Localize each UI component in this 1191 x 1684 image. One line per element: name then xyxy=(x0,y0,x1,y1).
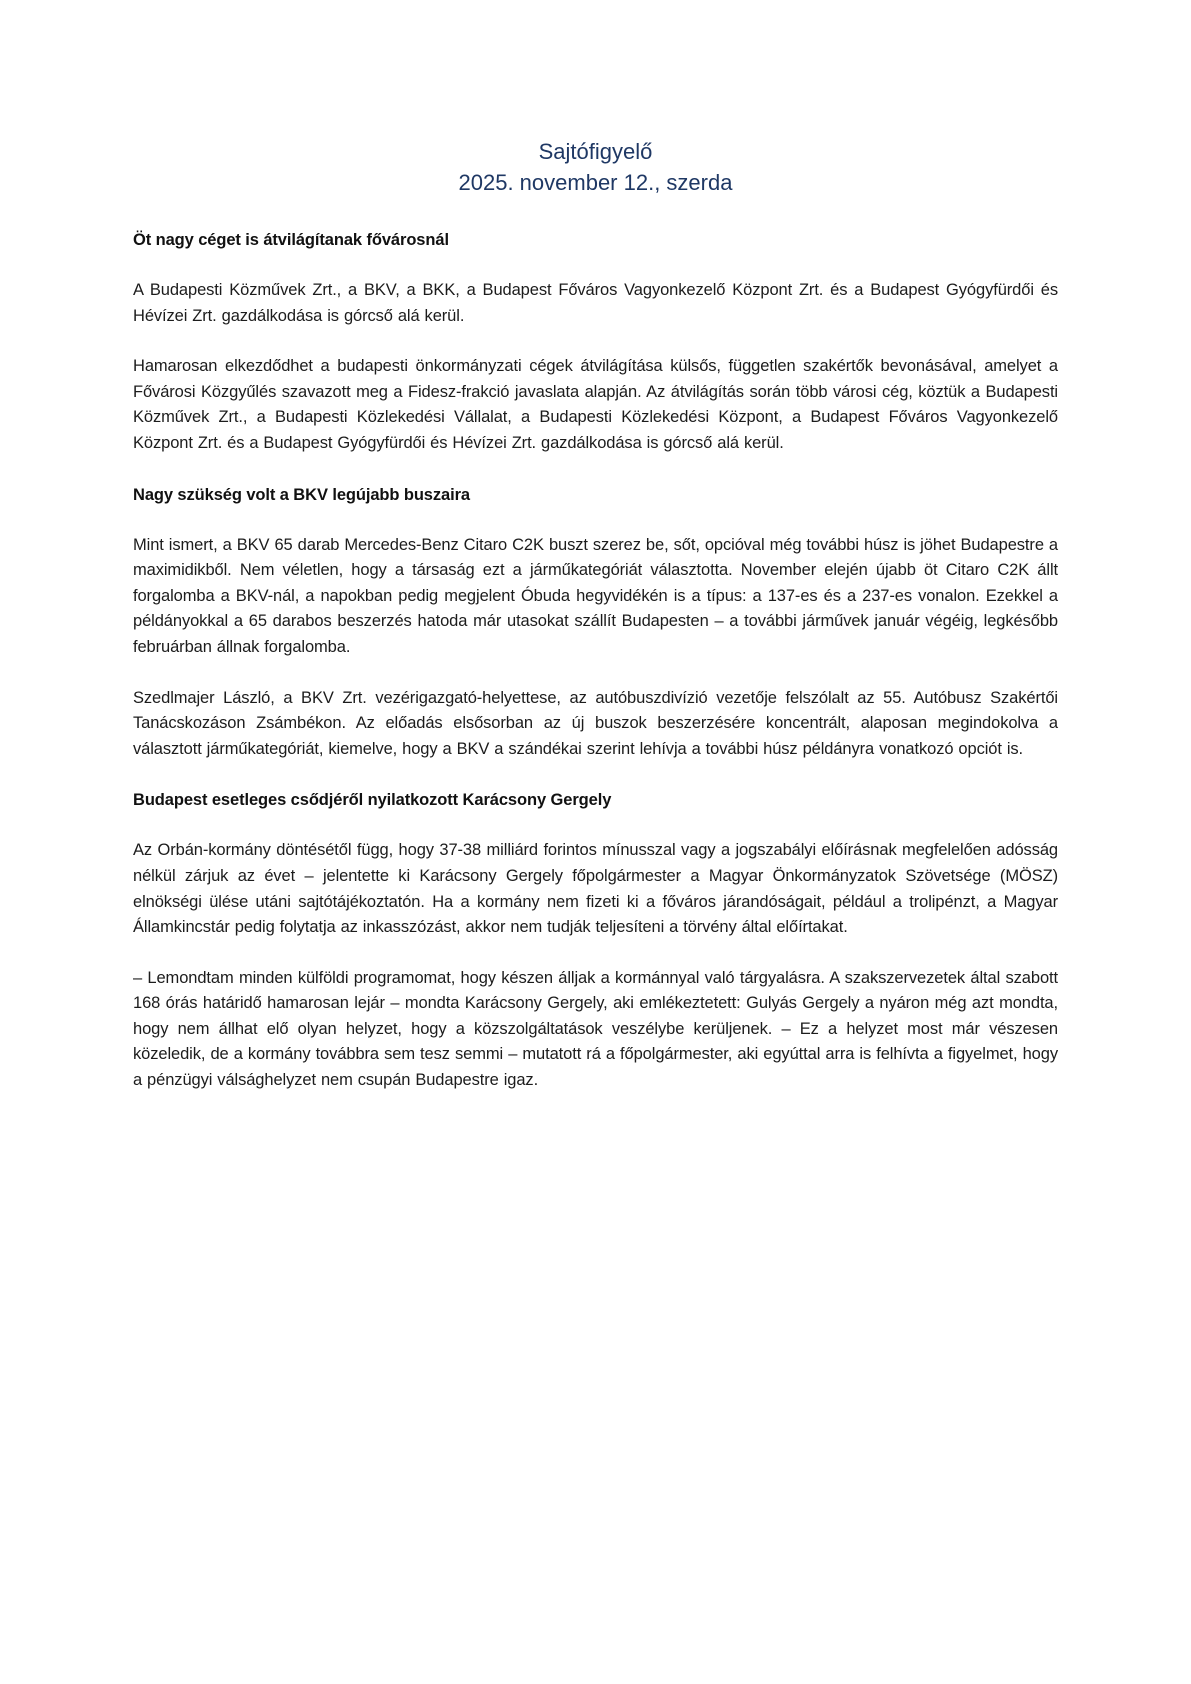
section-heading-avilagitas: Öt nagy céget is átvilágítanak fővárosnál xyxy=(133,231,449,249)
section-bkv-buszok xyxy=(133,483,1058,763)
paragraph: Mint ismert, a BKV 65 darab Mercedes-Benz Citaro C2K buszt szerez be, sőt, opcióval még további húsz is jöhet Budapestre a maximidikből. Nem véletlen, hogy a társaság ezt a járműkategóriát választotta. November elején újabb öt Citaro C2K állt forgalomba a BKV-nál, a napokban pedig megjelent Óbuda hegyvidékén is a típus: a 137-es és a 237-es vonalon. Ezekkel a példányokkal a 65 darabos beszerzés hatoda már utasokat szállít Budapesten – a további járművek január végéig, legkésőbb februárban állnak forgalomba. xyxy=(133,535,1058,656)
section-budapest-csod xyxy=(133,788,1058,1093)
document-header xyxy=(133,136,1058,198)
paragraph: Az Orbán-kormány döntésétől függ, hogy 37-38 milliárd forintos mínusszal vagy a jogszabályi előírásnak megfelelően adósság nélkül zárjuk az évet – jelentette ki Karácsony Gergely főpolgármester a Magyar Önkormányzatok Szövetsége (MÖSZ) elnökségi ülése utáni sajtótájékoztatón. Ha a kormány nem fizeti ki a főváros járandóságait, például a trolipénzt, a Magyar Államkincstár pedig folytatja az inkasszózást, akkor nem tudják teljesíteni a törvény által előírtakat. xyxy=(133,841,1058,937)
section-heading-budapest-csod: Budapest esetleges csődjéről nyilatkozott Karácsony Gergely xyxy=(133,791,612,810)
paragraph: – Lemondtam minden külföldi programomat, hogy készen álljak a kormánnyal való tárgyalásra. A szakszervezetek által szabott 168 órás határidő hamarosan lejár – mondta Karácsony Gergely, aki emlékeztetett: Gulyás Gergely a nyáron még azt mondta, hogy nem állhat elő olyan helyzet, hogy a közszolgáltatások veszélybe kerüljenek. – Ez a helyzet most már vészesen közeledik, de a kormány továbbra sem tesz semmi – mutatott rá a főpolgármester, aki egyúttal arra is felhívta a figyelmet, hogy a pénzügyi válsághelyzet nem csupán Budapestre igaz. xyxy=(133,968,1058,1090)
paragraph: A Budapesti Közművek Zrt., a BKV, a BKK, a Budapest Főváros Vagyonkezelő Központ Zrt. és a Budapest Gyógyfürdői és Hévízei Zrt. gazdálkodása is górcső alá kerül. xyxy=(133,281,1058,325)
section-heading-bkv-buszok: Nagy szükség volt a BKV legújabb buszaira xyxy=(133,485,470,504)
paragraph: Hamarosan elkezdődhet a budapesti önkormányzati cégek átvilágítása külsős, független szakértők bevonásával, amelyet a Fővárosi Közgyűlés szavazott meg a Fidesz-frakció javaslata alapján. Az átvilágítás során több városi cég, köztük a Budapesti Közművek Zrt., a Budapesti Közlekedési Vállalat, a Budapesti Közlekedési Központ, a Budapest Főváros Vagyonkezelő Központ Zrt. és a Budapest Gyógyfürdői és Hévízei Zrt. gazdálkodása is górcső alá kerül. xyxy=(133,357,1058,452)
paragraph: Szedlmajer László, a BKV Zrt. vezérigazgató-helyettese, az autóbuszdivízió vezetője felszólalt az 55. Autóbusz Szakértői Tanácskozáson Zsámbékon. Az előadás elsősorban az új buszok beszerzésére koncentrált, alaposan megindokolva a választott járműkategóriát, kiemelve, hogy a BKV a szándékai szerint lehívja a további húsz példányra vonatkozó opciót is. xyxy=(133,688,1058,758)
document-title: Sajtófigyelő xyxy=(538,139,653,164)
document-date: 2025. november 12., szerda xyxy=(458,170,733,195)
section-avilagitas xyxy=(133,228,1058,457)
